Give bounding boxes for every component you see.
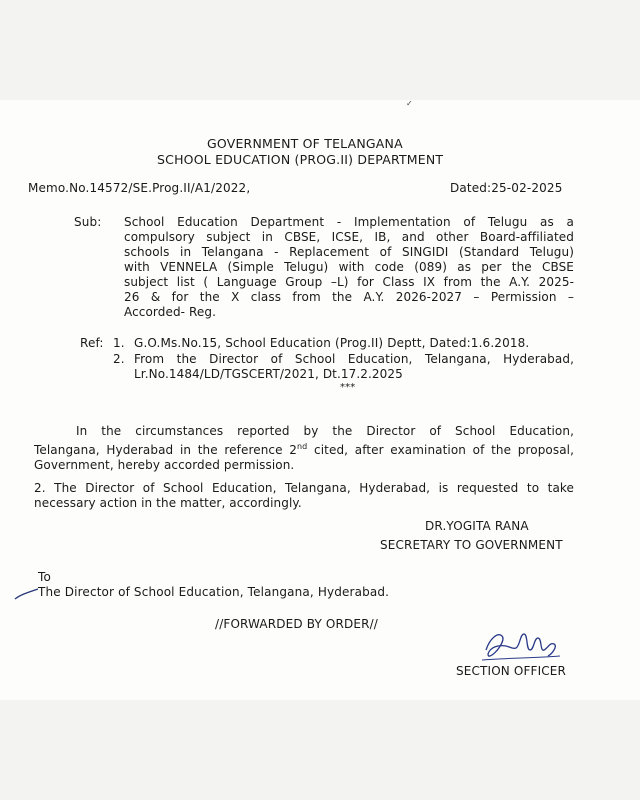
- section-officer-label: SECTION OFFICER: [456, 664, 567, 678]
- subject-line: Accorded- Reg.: [124, 305, 217, 319]
- subject-line: School Education Department - Implementation of Telugu as a: [124, 215, 574, 229]
- body-line: necessary action in the matter, accordingly.: [34, 496, 302, 510]
- signatory-name: DR.YOGITA RANA: [425, 519, 529, 533]
- ref-label: Ref:: [80, 336, 104, 350]
- body-line: Government, hereby accorded permission.: [34, 458, 295, 472]
- body-paragraph-1: [34, 424, 574, 473]
- ref-line: From the Director of School Education, Telangana, Hyderabad,: [134, 352, 574, 366]
- subject-line: 26 & for the X class from the A.Y. 2026-2027 – Permission –: [124, 290, 574, 304]
- handwritten-tick-icon: [12, 585, 42, 605]
- memo-number: Memo.No.14572/SE.Prog.II/A1/2022,: [28, 181, 251, 195]
- signature-icon: [476, 620, 566, 670]
- body-line: In the circumstances reported by the Director of School Education,: [76, 424, 574, 438]
- top-mark: ✓: [406, 99, 413, 108]
- subject-text: [124, 215, 574, 320]
- signatory-title: SECRETARY TO GOVERNMENT: [380, 538, 563, 552]
- body-paragraph-2: [34, 481, 574, 511]
- body-line: Telangana, Hyderabad in the reference 2nd cited, after examination of the proposal,: [34, 442, 575, 457]
- ref-number: 2.: [113, 352, 125, 366]
- government-title: GOVERNMENT OF TELANGANA: [207, 136, 403, 151]
- superscript: nd: [297, 442, 308, 451]
- subject-line: subject list ( Language Group –L) for Class IX from the A.Y. 2025-: [124, 275, 574, 289]
- addressee-line: The Director of School Education, Telangana, Hyderabad.: [38, 585, 390, 599]
- body-line: 2. The Director of School Education, Telangana, Hyderabad, is requested to take: [34, 481, 574, 495]
- department-title: SCHOOL EDUCATION (PROG.II) DEPARTMENT: [157, 152, 444, 167]
- to-label: To: [38, 570, 51, 584]
- ref-line: Lr.No.1484/LD/TGSCERT/2021, Dt.17.2.2025: [134, 367, 403, 381]
- subject-label: Sub:: [74, 215, 102, 229]
- subject-line: compulsory subject in CBSE, ICSE, IB, and other Board-affiliated: [124, 230, 574, 244]
- subject-line: schools in Telangana - Replacement of SINGIDI (Standard Telugu): [124, 245, 574, 259]
- ref-text: G.O.Ms.No.15, School Education (Prog.II) Deptt, Dated:1.6.2018.: [134, 336, 530, 350]
- ref-text: [134, 352, 574, 382]
- subject-line: with VENNELA (Simple Telugu) with code (089) as per the CBSE: [124, 260, 574, 274]
- forwarded-note: //FORWARDED BY ORDER//: [215, 617, 378, 631]
- separator: ***: [340, 382, 356, 393]
- ref-number: 1.: [113, 336, 125, 350]
- memo-date: Dated:25-02-2025: [450, 181, 563, 195]
